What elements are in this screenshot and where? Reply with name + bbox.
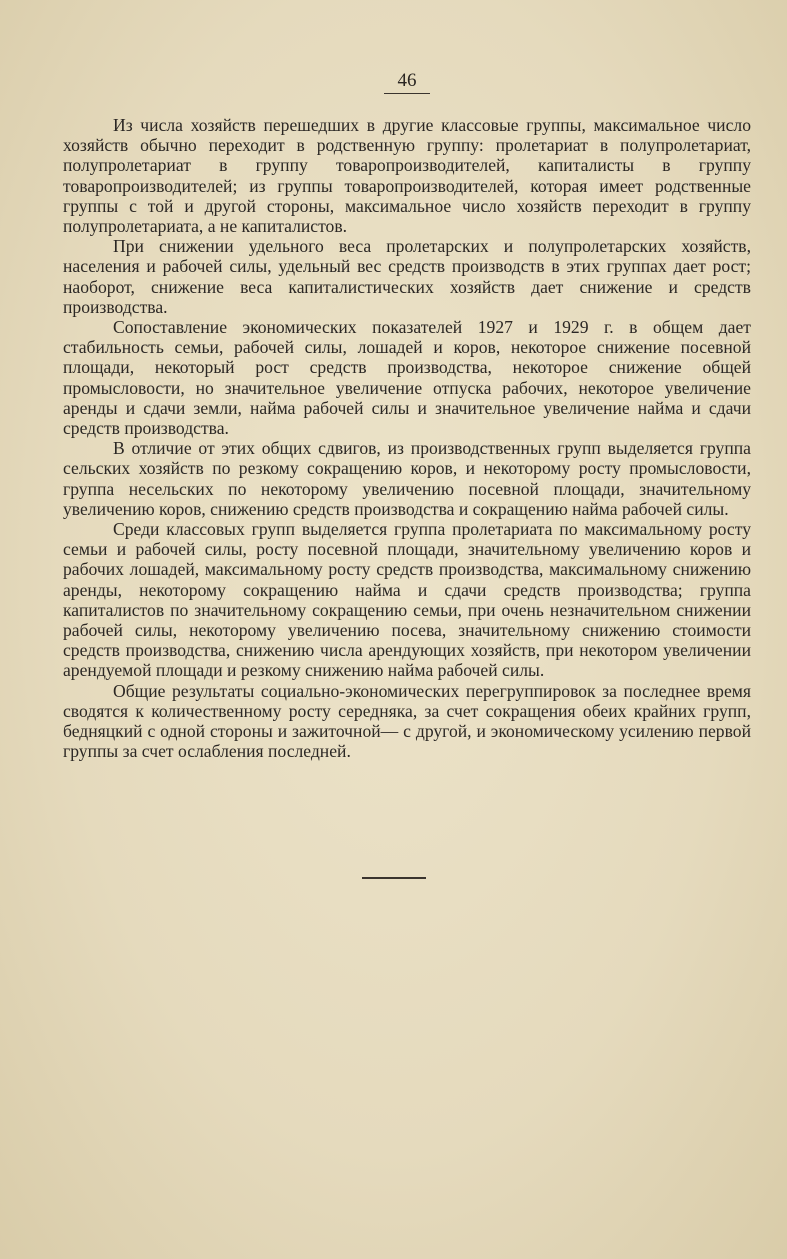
paragraph: Из числа хозяйств перешедших в другие классовые группы, максимальное число хозяйств обычно переходит в родственную группу: пролетариат в полупролетариат, полупролетариат в группу товаропроизводителей, капиталисты в группу товаропроизводителей; из группы товаропроизводителей, которая имеет родственные группы с той и другой стороны, максимальное число хозяйств переходит в группу полупролетариата, а не капиталистов. [63, 115, 751, 237]
paragraph: Общие результаты социально-экономических перегруппировок за последнее время сводятся к количественному росту середняка, за счет сокращения обеих крайних групп, бедняцкий с одной стороны и зажиточной— с другой, и экономическому усилению первой группы за счет ослабления последней. [63, 680, 751, 762]
page-number: 46 [384, 70, 430, 94]
body-text [63, 115, 751, 762]
paragraph: В отличие от этих общих сдвигов, из производственных групп выделяется группа сельских хозяйств по резкому сокращению коров, и некоторому росту промысловости, группа несельских по некоторому увеличению посевной площади, значительному увеличению коров, снижению средств производства и сокращению найма рабочей силы. [63, 438, 751, 519]
paragraph: Среди классовых групп выделяется группа пролетариата по максимальному росту семьи и рабочей силы, росту посевной площади, значительному увеличению коров и рабочих лошадей, максимальному росту средств производства, максимальному снижению аренды, некоторому сокращению найма и сдачи средств производства; группа капиталистов по значительному сокращению семьи, при очень незначительном снижении рабочей силы, некоторому увеличению посева, значительному снижению стоимости средств производства, снижению числа арендующих хозяйств, при некотором увеличении арендуемой площади и резкому снижению найма рабочей силы. [63, 519, 751, 681]
paragraph: При снижении удельного веса пролетарских и полупролетарских хозяйств, населения и рабочей силы, удельный вес средств производств в этих группах дает рост; наоборот, снижение веса капиталистических хозяйств дает снижение и средств производства. [63, 236, 751, 317]
section-end-rule [362, 877, 426, 879]
paragraph: Сопоставление экономических показателей 1927 и 1929 г. в общем дает стабильность семьи, рабочей силы, лошадей и коров, некоторое снижение посевной площади, некоторый рост средств производства, некоторое снижение общей промысловости, но значительное увеличение отпуска рабочих, некоторое увеличение аренды и сдачи земли, найма рабочей силы и значительное увеличение найма и сдачи средств производства. [63, 317, 751, 439]
